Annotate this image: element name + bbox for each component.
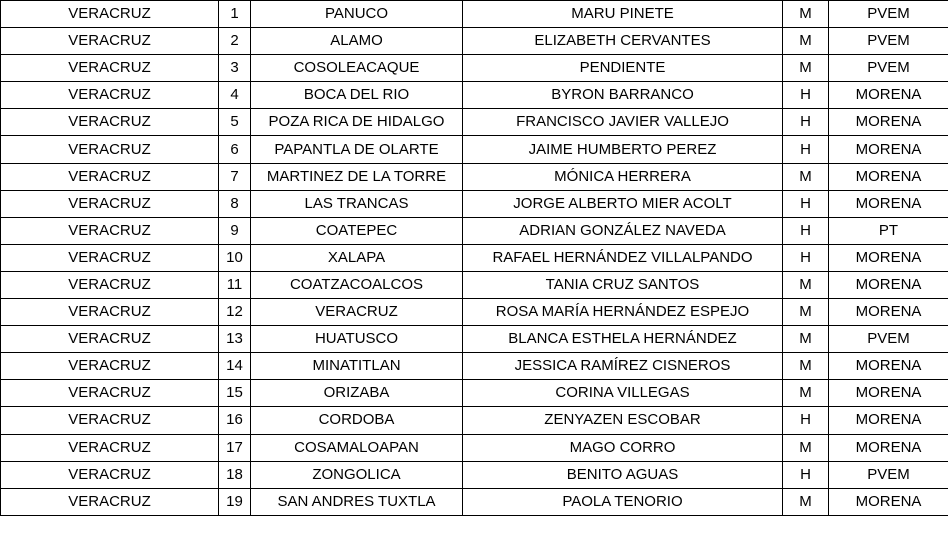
municipality-cell: LAS TRANCAS (251, 190, 463, 217)
gender-cell: M (783, 163, 829, 190)
table-row (1, 82, 948, 109)
gender-cell: M (783, 326, 829, 353)
candidate-name-cell: CORINA VILLEGAS (463, 380, 783, 407)
gender-cell: H (783, 407, 829, 434)
municipality-cell: ALAMO (251, 28, 463, 55)
municipality-cell: VERACRUZ (251, 299, 463, 326)
municipality-cell: COATZACOALCOS (251, 271, 463, 298)
state-cell: VERACRUZ (1, 136, 219, 163)
state-cell: VERACRUZ (1, 353, 219, 380)
gender-cell: H (783, 461, 829, 488)
state-cell: VERACRUZ (1, 55, 219, 82)
district-number-cell: 8 (219, 190, 251, 217)
municipality-cell: POZA RICA DE HIDALGO (251, 109, 463, 136)
state-cell: VERACRUZ (1, 163, 219, 190)
gender-cell: M (783, 488, 829, 515)
party-cell: PVEM (829, 1, 948, 28)
candidate-name-cell: TANIA CRUZ SANTOS (463, 271, 783, 298)
table-row (1, 1, 948, 28)
table-row (1, 326, 948, 353)
state-cell: VERACRUZ (1, 299, 219, 326)
state-cell: VERACRUZ (1, 326, 219, 353)
district-number-cell: 15 (219, 380, 251, 407)
table-row (1, 109, 948, 136)
state-cell: VERACRUZ (1, 434, 219, 461)
municipality-cell: BOCA DEL RIO (251, 82, 463, 109)
party-cell: MORENA (829, 380, 948, 407)
district-number-cell: 14 (219, 353, 251, 380)
candidate-name-cell: BYRON BARRANCO (463, 82, 783, 109)
gender-cell: H (783, 217, 829, 244)
gender-cell: M (783, 1, 829, 28)
table-row (1, 244, 948, 271)
candidate-name-cell: ADRIAN GONZÁLEZ NAVEDA (463, 217, 783, 244)
state-cell: VERACRUZ (1, 82, 219, 109)
municipality-cell: SAN ANDRES TUXTLA (251, 488, 463, 515)
state-cell: VERACRUZ (1, 244, 219, 271)
table-row (1, 461, 948, 488)
state-cell: VERACRUZ (1, 1, 219, 28)
table-row (1, 217, 948, 244)
municipality-cell: PANUCO (251, 1, 463, 28)
municipality-cell: MINATITLAN (251, 353, 463, 380)
municipality-cell: XALAPA (251, 244, 463, 271)
district-number-cell: 10 (219, 244, 251, 271)
gender-cell: M (783, 271, 829, 298)
table-row (1, 434, 948, 461)
candidate-name-cell: BLANCA ESTHELA HERNÁNDEZ (463, 326, 783, 353)
district-number-cell: 19 (219, 488, 251, 515)
municipality-cell: ORIZABA (251, 380, 463, 407)
state-cell: VERACRUZ (1, 461, 219, 488)
party-cell: MORENA (829, 109, 948, 136)
table-row (1, 190, 948, 217)
gender-cell: M (783, 28, 829, 55)
table-row (1, 407, 948, 434)
party-cell: MORENA (829, 488, 948, 515)
party-cell: PVEM (829, 326, 948, 353)
district-number-cell: 17 (219, 434, 251, 461)
district-number-cell: 1 (219, 1, 251, 28)
gender-cell: M (783, 299, 829, 326)
district-number-cell: 4 (219, 82, 251, 109)
candidate-name-cell: MARU PINETE (463, 1, 783, 28)
gender-cell: H (783, 109, 829, 136)
table-row (1, 28, 948, 55)
table-row (1, 380, 948, 407)
district-number-cell: 6 (219, 136, 251, 163)
gender-cell: M (783, 353, 829, 380)
table-row (1, 353, 948, 380)
party-cell: MORENA (829, 434, 948, 461)
municipality-cell: MARTINEZ DE LA TORRE (251, 163, 463, 190)
state-cell: VERACRUZ (1, 271, 219, 298)
party-cell: PVEM (829, 461, 948, 488)
table-row (1, 488, 948, 515)
gender-cell: H (783, 136, 829, 163)
candidate-name-cell: RAFAEL HERNÁNDEZ VILLALPANDO (463, 244, 783, 271)
municipality-cell: COSOLEACAQUE (251, 55, 463, 82)
candidate-name-cell: JESSICA RAMÍREZ CISNEROS (463, 353, 783, 380)
district-number-cell: 7 (219, 163, 251, 190)
municipality-cell: ZONGOLICA (251, 461, 463, 488)
municipality-cell: HUATUSCO (251, 326, 463, 353)
district-number-cell: 5 (219, 109, 251, 136)
candidates-table-body (1, 1, 948, 516)
candidate-name-cell: MAGO CORRO (463, 434, 783, 461)
party-cell: MORENA (829, 136, 948, 163)
candidate-name-cell: ROSA MARÍA HERNÁNDEZ ESPEJO (463, 299, 783, 326)
district-number-cell: 13 (219, 326, 251, 353)
state-cell: VERACRUZ (1, 190, 219, 217)
district-number-cell: 2 (219, 28, 251, 55)
gender-cell: M (783, 434, 829, 461)
party-cell: MORENA (829, 299, 948, 326)
table-row (1, 136, 948, 163)
gender-cell: H (783, 82, 829, 109)
candidate-name-cell: MÓNICA HERRERA (463, 163, 783, 190)
party-cell: MORENA (829, 244, 948, 271)
party-cell: MORENA (829, 82, 948, 109)
party-cell: PT (829, 217, 948, 244)
table-row (1, 163, 948, 190)
state-cell: VERACRUZ (1, 217, 219, 244)
table-row (1, 299, 948, 326)
party-cell: MORENA (829, 271, 948, 298)
gender-cell: M (783, 380, 829, 407)
state-cell: VERACRUZ (1, 109, 219, 136)
candidate-name-cell: PAOLA TENORIO (463, 488, 783, 515)
candidate-name-cell: ELIZABETH CERVANTES (463, 28, 783, 55)
district-number-cell: 11 (219, 271, 251, 298)
candidate-name-cell: BENITO AGUAS (463, 461, 783, 488)
candidate-name-cell: PENDIENTE (463, 55, 783, 82)
candidate-name-cell: JAIME HUMBERTO PEREZ (463, 136, 783, 163)
candidate-name-cell: ZENYAZEN ESCOBAR (463, 407, 783, 434)
municipality-cell: COATEPEC (251, 217, 463, 244)
district-number-cell: 18 (219, 461, 251, 488)
table-row (1, 55, 948, 82)
district-number-cell: 9 (219, 217, 251, 244)
gender-cell: H (783, 190, 829, 217)
candidate-name-cell: FRANCISCO JAVIER VALLEJO (463, 109, 783, 136)
district-number-cell: 3 (219, 55, 251, 82)
party-cell: MORENA (829, 190, 948, 217)
party-cell: MORENA (829, 353, 948, 380)
district-number-cell: 12 (219, 299, 251, 326)
gender-cell: H (783, 244, 829, 271)
party-cell: MORENA (829, 407, 948, 434)
municipality-cell: CORDOBA (251, 407, 463, 434)
party-cell: PVEM (829, 28, 948, 55)
party-cell: PVEM (829, 55, 948, 82)
candidate-name-cell: JORGE ALBERTO MIER ACOLT (463, 190, 783, 217)
municipality-cell: PAPANTLA DE OLARTE (251, 136, 463, 163)
municipality-cell: COSAMALOAPAN (251, 434, 463, 461)
state-cell: VERACRUZ (1, 380, 219, 407)
district-number-cell: 16 (219, 407, 251, 434)
state-cell: VERACRUZ (1, 28, 219, 55)
state-cell: VERACRUZ (1, 488, 219, 515)
gender-cell: M (783, 55, 829, 82)
table-row (1, 271, 948, 298)
party-cell: MORENA (829, 163, 948, 190)
state-cell: VERACRUZ (1, 407, 219, 434)
